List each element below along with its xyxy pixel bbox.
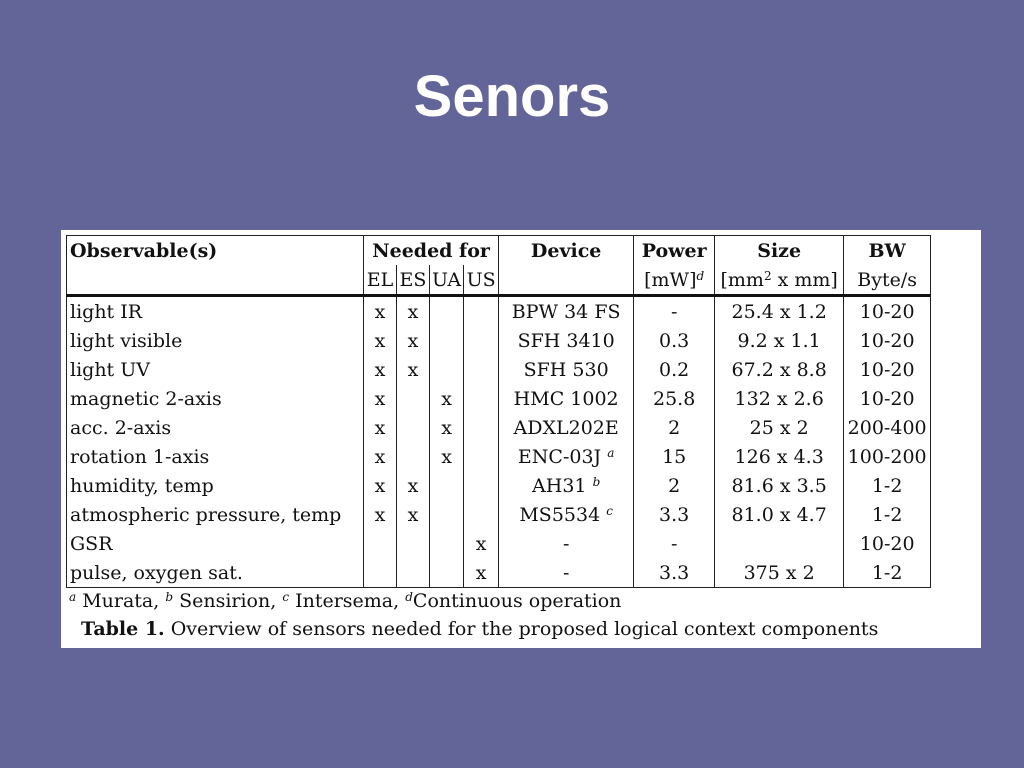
cell-ua [430, 529, 464, 558]
cell-bw: 10-20 [844, 529, 931, 558]
device-footnote-mark: a [607, 445, 615, 460]
cell-es: x [397, 326, 430, 355]
size-unit-sup: 2 [763, 268, 772, 283]
cell-observable: GSR [67, 529, 364, 558]
cell-us [464, 413, 499, 442]
table-row [67, 558, 931, 588]
cell-observable: magnetic 2-axis [67, 384, 364, 413]
device-name: - [562, 561, 570, 584]
cell-us: x [464, 529, 499, 558]
device-name: ADXL202E [513, 416, 619, 439]
cell-es: x [397, 355, 430, 384]
cell-es [397, 558, 430, 588]
device-name: SFH 530 [523, 358, 609, 381]
size-unit-pre: [mm [720, 268, 764, 291]
cell-observable: pulse, oxygen sat. [67, 558, 364, 588]
cell-observable: light visible [67, 326, 364, 355]
table-subheader-row [67, 265, 931, 296]
table-header-row [67, 236, 931, 266]
header-size-unit [715, 265, 844, 296]
cell-bw: 100-200 [844, 442, 931, 471]
header-bw-unit: Byte/s [844, 265, 931, 296]
power-unit-text: [mW] [644, 268, 697, 291]
cell-device [499, 355, 634, 384]
cell-size: 375 x 2 [715, 558, 844, 588]
cell-size: 81.0 x 4.7 [715, 500, 844, 529]
cell-device [499, 558, 634, 588]
slide-title: Senors [413, 64, 611, 129]
cell-power: - [634, 296, 715, 327]
header-power: Power [634, 236, 715, 266]
cell-es [397, 413, 430, 442]
cell-el: x [364, 355, 397, 384]
cell-es [397, 529, 430, 558]
cell-ua [430, 558, 464, 588]
cell-us [464, 384, 499, 413]
size-unit-post: x mm] [771, 268, 838, 291]
cell-bw: 10-20 [844, 296, 931, 327]
cell-observable: light IR [67, 296, 364, 327]
cell-power: 0.2 [634, 355, 715, 384]
cell-us: x [464, 558, 499, 588]
cell-es: x [397, 296, 430, 327]
table-body [67, 296, 931, 588]
footnote-text-d: Continuous operation [412, 590, 622, 612]
cell-us [464, 500, 499, 529]
cell-observable: rotation 1-axis [67, 442, 364, 471]
table-row [67, 442, 931, 471]
power-unit-footnote: d [696, 268, 705, 283]
caption-text: Overview of sensors needed for the proposed logical context components [164, 618, 879, 640]
header-observable: Observable(s) [67, 236, 364, 266]
cell-size: 132 x 2.6 [715, 384, 844, 413]
table-footnotes [69, 588, 621, 614]
table-row [67, 296, 931, 327]
cell-observable: humidity, temp [67, 471, 364, 500]
cell-power: - [634, 529, 715, 558]
cell-bw: 10-20 [844, 355, 931, 384]
cell-power: 3.3 [634, 558, 715, 588]
cell-device [499, 471, 634, 500]
cell-el: x [364, 442, 397, 471]
cell-ua: x [430, 413, 464, 442]
cell-bw: 1-2 [844, 471, 931, 500]
cell-ua: x [430, 384, 464, 413]
device-name: BPW 34 FS [511, 300, 621, 323]
table-figure [61, 230, 981, 648]
table-row [67, 326, 931, 355]
cell-device [499, 326, 634, 355]
cell-size: 126 x 4.3 [715, 442, 844, 471]
cell-device [499, 500, 634, 529]
table-row [67, 529, 931, 558]
device-name: AH31 [532, 474, 587, 497]
cell-size: 9.2 x 1.1 [715, 326, 844, 355]
cell-ua [430, 296, 464, 327]
cell-us [464, 355, 499, 384]
cell-el: x [364, 384, 397, 413]
table-row [67, 413, 931, 442]
footnote-text-a: Murata, [76, 590, 166, 612]
footnote-text-b: Sensirion, [173, 590, 283, 612]
footnote-text-c: Intersema, [289, 590, 406, 612]
cell-ua: x [430, 442, 464, 471]
cell-observable: light UV [67, 355, 364, 384]
cell-ua [430, 326, 464, 355]
cell-es: x [397, 500, 430, 529]
table-row [67, 355, 931, 384]
cell-power: 2 [634, 413, 715, 442]
cell-el: x [364, 471, 397, 500]
cell-es: x [397, 471, 430, 500]
header-needed-for: Needed for [364, 236, 499, 266]
cell-es [397, 442, 430, 471]
cell-device [499, 442, 634, 471]
cell-us [464, 326, 499, 355]
cell-device [499, 296, 634, 327]
header-us: US [464, 265, 499, 296]
cell-power: 15 [634, 442, 715, 471]
cell-power: 25.8 [634, 384, 715, 413]
sensor-table [66, 235, 931, 588]
device-name: - [562, 532, 570, 555]
header-bw: BW [844, 236, 931, 266]
cell-power: 0.3 [634, 326, 715, 355]
header-device-empty [499, 265, 634, 296]
cell-size: 67.2 x 8.8 [715, 355, 844, 384]
cell-bw: 1-2 [844, 558, 931, 588]
cell-el [364, 529, 397, 558]
table-caption [81, 616, 878, 642]
cell-el [364, 558, 397, 588]
cell-observable: atmospheric pressure, temp [67, 500, 364, 529]
cell-el: x [364, 413, 397, 442]
cell-power: 2 [634, 471, 715, 500]
cell-bw: 200-400 [844, 413, 931, 442]
header-power-unit [634, 265, 715, 296]
table-row [67, 500, 931, 529]
device-footnote-mark: b [592, 474, 601, 489]
cell-device [499, 384, 634, 413]
cell-el: x [364, 500, 397, 529]
device-name: SFH 3410 [517, 329, 615, 352]
header-size: Size [715, 236, 844, 266]
caption-label: Table 1. [81, 618, 165, 640]
cell-size: 81.6 x 3.5 [715, 471, 844, 500]
cell-ua [430, 355, 464, 384]
header-el: EL [364, 265, 397, 296]
device-name: HMC 1002 [513, 387, 619, 410]
footnote-mark-d: d [405, 590, 413, 604]
cell-us [464, 296, 499, 327]
footnote-mark-c: c [282, 590, 290, 604]
cell-es [397, 384, 430, 413]
cell-us [464, 471, 499, 500]
cell-el: x [364, 296, 397, 327]
cell-bw: 10-20 [844, 384, 931, 413]
table-row [67, 471, 931, 500]
cell-size: 25.4 x 1.2 [715, 296, 844, 327]
cell-el: x [364, 326, 397, 355]
cell-device [499, 413, 634, 442]
header-es: ES [397, 265, 430, 296]
cell-bw: 1-2 [844, 500, 931, 529]
device-name: ENC-03J [517, 445, 602, 468]
cell-power: 3.3 [634, 500, 715, 529]
cell-bw: 10-20 [844, 326, 931, 355]
cell-observable: acc. 2-axis [67, 413, 364, 442]
header-ua: UA [430, 265, 464, 296]
footnote-mark-b: b [165, 590, 174, 604]
cell-us [464, 442, 499, 471]
table-row [67, 384, 931, 413]
header-observable-empty [67, 265, 364, 296]
device-name: MS5534 [519, 503, 601, 526]
header-device: Device [499, 236, 634, 266]
cell-ua [430, 500, 464, 529]
device-footnote-mark: c [606, 503, 613, 518]
cell-size [715, 529, 844, 558]
footnote-mark-a: a [69, 590, 77, 604]
cell-device [499, 529, 634, 558]
cell-ua [430, 471, 464, 500]
cell-size: 25 x 2 [715, 413, 844, 442]
